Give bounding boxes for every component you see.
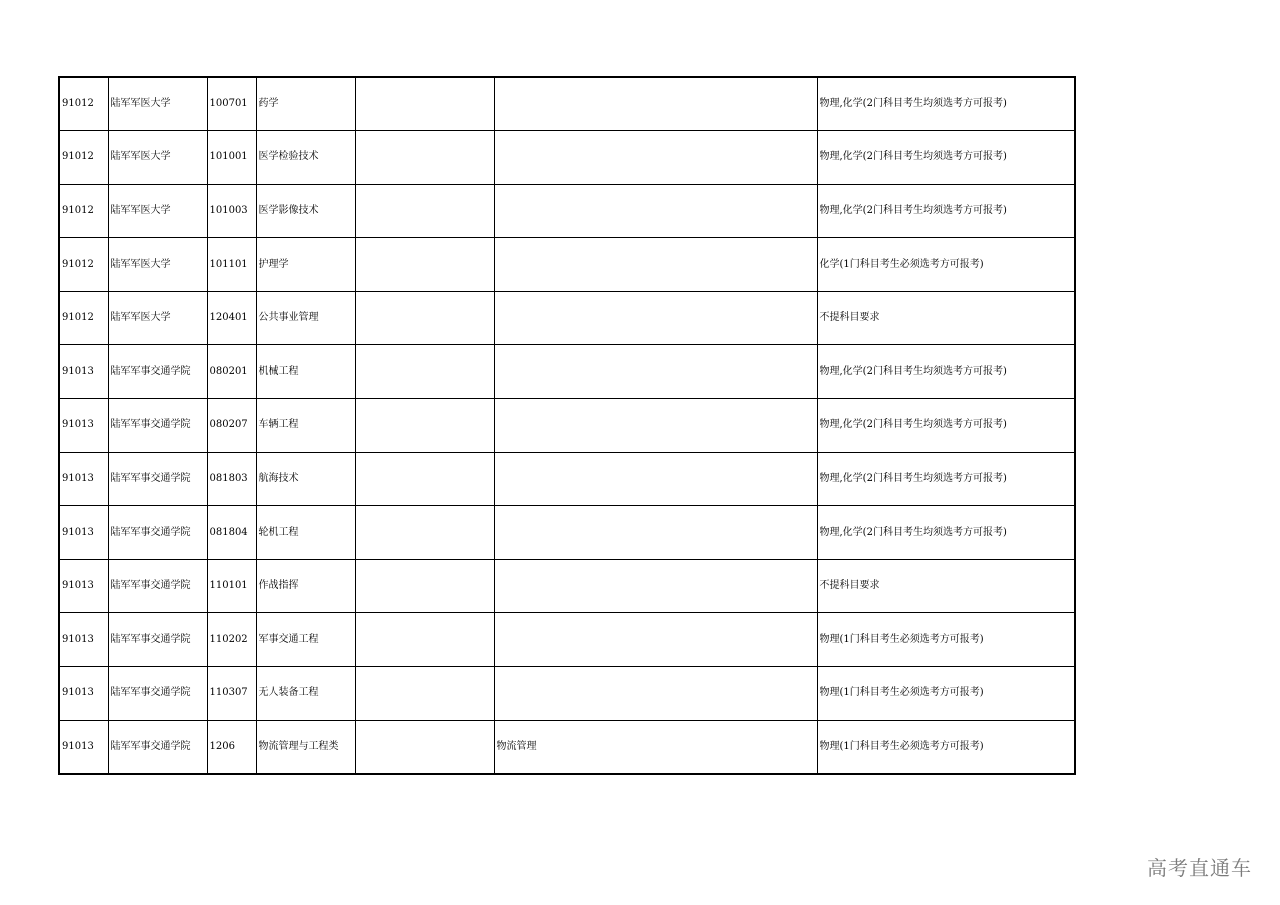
table-row: [59, 667, 1075, 721]
included-majors-cell: [494, 667, 817, 721]
extra-cell: [355, 506, 494, 560]
major-code-cell: 110202: [207, 613, 256, 667]
major-name-cell: 机械工程: [256, 345, 355, 399]
major-name-cell: 车辆工程: [256, 399, 355, 453]
major-name-cell: 无人装备工程: [256, 667, 355, 721]
subject-requirement-cell: 物理,化学(2门科目考生均须选考方可报考): [817, 345, 1075, 399]
school-name-cell: 陆军军事交通学院: [108, 399, 207, 453]
school-code-cell: 91013: [59, 720, 108, 774]
school-code-cell: 91013: [59, 506, 108, 560]
subject-requirement-cell: 物理(1门科目考生必须选考方可报考): [817, 720, 1075, 774]
table-row: [59, 720, 1075, 774]
included-majors-cell: [494, 506, 817, 560]
extra-cell: [355, 452, 494, 506]
subject-requirement-cell: 物理(1门科目考生必须选考方可报考): [817, 667, 1075, 721]
major-code-cell: 080207: [207, 399, 256, 453]
school-name-cell: 陆军军医大学: [108, 131, 207, 185]
subject-requirement-cell: 化学(1门科目考生必须选考方可报考): [817, 238, 1075, 292]
major-name-cell: 医学影像技术: [256, 184, 355, 238]
school-code-cell: 91013: [59, 667, 108, 721]
school-name-cell: 陆军军医大学: [108, 238, 207, 292]
school-code-cell: 91012: [59, 291, 108, 345]
subject-requirements-table: [58, 76, 1076, 775]
major-name-cell: 作战指挥: [256, 559, 355, 613]
table-row: [59, 613, 1075, 667]
included-majors-cell: [494, 345, 817, 399]
subject-requirement-cell: 物理,化学(2门科目考生均须选考方可报考): [817, 184, 1075, 238]
subject-requirement-cell: 物理,化学(2门科目考生均须选考方可报考): [817, 131, 1075, 185]
major-name-cell: 军事交通工程: [256, 613, 355, 667]
table-row: [59, 345, 1075, 399]
school-name-cell: 陆军军医大学: [108, 291, 207, 345]
included-majors-cell: [494, 559, 817, 613]
school-name-cell: 陆军军事交通学院: [108, 613, 207, 667]
school-code-cell: 91013: [59, 452, 108, 506]
table-row: [59, 452, 1075, 506]
table-row: [59, 399, 1075, 453]
extra-cell: [355, 345, 494, 399]
included-majors-cell: [494, 452, 817, 506]
extra-cell: [355, 184, 494, 238]
school-name-cell: 陆军军事交通学院: [108, 559, 207, 613]
major-code-cell: 080201: [207, 345, 256, 399]
school-name-cell: 陆军军事交通学院: [108, 452, 207, 506]
extra-cell: [355, 667, 494, 721]
major-code-cell: 1206: [207, 720, 256, 774]
included-majors-cell: [494, 131, 817, 185]
major-code-cell: 081804: [207, 506, 256, 560]
school-code-cell: 91013: [59, 559, 108, 613]
major-code-cell: 101003: [207, 184, 256, 238]
included-majors-cell: [494, 184, 817, 238]
included-majors-cell: 物流管理: [494, 720, 817, 774]
school-name-cell: 陆军军医大学: [108, 184, 207, 238]
school-name-cell: 陆军军事交通学院: [108, 506, 207, 560]
subject-requirement-cell: 不提科目要求: [817, 291, 1075, 345]
extra-cell: [355, 559, 494, 613]
major-name-cell: 药学: [256, 77, 355, 131]
major-code-cell: 110101: [207, 559, 256, 613]
included-majors-cell: [494, 399, 817, 453]
table-row: [59, 506, 1075, 560]
major-name-cell: 公共事业管理: [256, 291, 355, 345]
subject-requirement-cell: 物理,化学(2门科目考生均须选考方可报考): [817, 506, 1075, 560]
school-code-cell: 91012: [59, 131, 108, 185]
school-code-cell: 91013: [59, 399, 108, 453]
major-code-cell: 081803: [207, 452, 256, 506]
table-row: [59, 77, 1075, 131]
subject-requirement-cell: 物理,化学(2门科目考生均须选考方可报考): [817, 77, 1075, 131]
major-name-cell: 护理学: [256, 238, 355, 292]
extra-cell: [355, 399, 494, 453]
subject-requirement-cell: 物理,化学(2门科目考生均须选考方可报考): [817, 399, 1075, 453]
major-name-cell: 物流管理与工程类: [256, 720, 355, 774]
school-name-cell: 陆军军事交通学院: [108, 720, 207, 774]
watermark-text: 高考直通车: [1147, 856, 1252, 880]
subject-requirement-cell: 物理,化学(2门科目考生均须选考方可报考): [817, 452, 1075, 506]
table-row: [59, 131, 1075, 185]
table-row: [59, 238, 1075, 292]
table-row: [59, 559, 1075, 613]
school-name-cell: 陆军军医大学: [108, 77, 207, 131]
major-name-cell: 医学检验技术: [256, 131, 355, 185]
included-majors-cell: [494, 238, 817, 292]
table-body: [59, 77, 1075, 774]
major-code-cell: 120401: [207, 291, 256, 345]
extra-cell: [355, 131, 494, 185]
major-code-cell: 101101: [207, 238, 256, 292]
school-code-cell: 91012: [59, 184, 108, 238]
school-name-cell: 陆军军事交通学院: [108, 345, 207, 399]
major-name-cell: 航海技术: [256, 452, 355, 506]
extra-cell: [355, 291, 494, 345]
extra-cell: [355, 238, 494, 292]
major-name-cell: 轮机工程: [256, 506, 355, 560]
table-row: [59, 291, 1075, 345]
school-name-cell: 陆军军事交通学院: [108, 667, 207, 721]
included-majors-cell: [494, 77, 817, 131]
extra-cell: [355, 77, 494, 131]
subject-requirement-cell: 不提科目要求: [817, 559, 1075, 613]
included-majors-cell: [494, 291, 817, 345]
major-code-cell: 100701: [207, 77, 256, 131]
extra-cell: [355, 613, 494, 667]
major-code-cell: 101001: [207, 131, 256, 185]
school-code-cell: 91012: [59, 238, 108, 292]
extra-cell: [355, 720, 494, 774]
school-code-cell: 91013: [59, 345, 108, 399]
table-row: [59, 184, 1075, 238]
school-code-cell: 91012: [59, 77, 108, 131]
major-code-cell: 110307: [207, 667, 256, 721]
subject-requirement-cell: 物理(1门科目考生必须选考方可报考): [817, 613, 1075, 667]
included-majors-cell: [494, 613, 817, 667]
school-code-cell: 91013: [59, 613, 108, 667]
